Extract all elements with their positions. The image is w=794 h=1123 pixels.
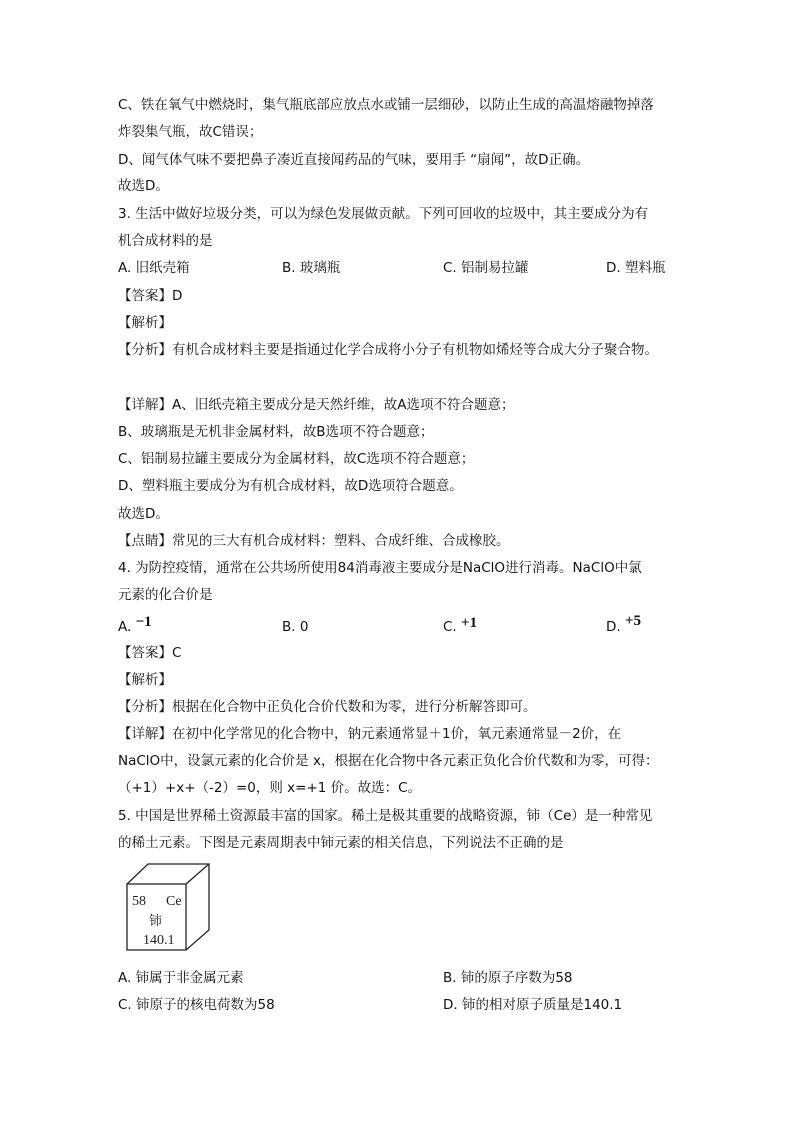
q4-fenxi: 【分析】根据在化合物中正负化合价代数和为零，进行分析解答即可。 (118, 699, 537, 715)
q3-fenxi: 【分析】有机合成材料主要是指通过化学合成将小分子有机物如烯烃等合成大分子聚合物。 (118, 342, 658, 358)
q4-option-a: A. −1 (118, 614, 152, 635)
q4-detail: （+1）+x+（-2）=0，则 x=+1 价。故选：C。 (118, 780, 422, 796)
element-name: 铈 (149, 914, 163, 929)
q4-jiexi: 【解析】 (118, 672, 172, 688)
q3-option-d: D. 塑料瓶 (606, 260, 666, 276)
q3-detail: B、玻璃瓶是无机非金属材料，故B选项不符合题意； (118, 424, 434, 440)
question-5-stem: 的稀土元素。下图是元素周期表中铈元素的相关信息，下列说法不正确的是 (118, 835, 564, 851)
question-3-stem: 机合成材料的是 (118, 233, 213, 249)
q4-answer: 【答案】C (118, 645, 182, 661)
q5-option-b: B. 铈的原子序数为58 (443, 970, 573, 986)
q4-option-b: B. 0 (282, 619, 309, 635)
q3-jiexi: 【解析】 (118, 315, 172, 331)
q3-option-a: A. 旧纸壳箱 (118, 260, 190, 276)
text-line: 故选D。 (118, 178, 169, 194)
q3-choose: 故选D。 (118, 506, 169, 522)
q5-option-c: C. 铈原子的核电荷数为58 (118, 997, 275, 1013)
q5-option-a: A. 铈属于非金属元素 (118, 970, 244, 986)
q3-detail: C、铝制易拉罐主要成分为金属材料，故C选项不符合题意； (118, 451, 475, 467)
question-5-stem: 5. 中国是世界稀土资源最丰富的国家。稀土是极其重要的战略资源，铈（Ce）是一种常见 (118, 808, 653, 824)
q4-detail: 【详解】在初中化学常见的化合物中，钠元素通常显＋1价，氧元素通常显－2价，在 (118, 726, 622, 742)
text-line: D、闻气体气味不要把鼻子凑近直接闻药品的气味，要用手 “扇闻”，故D正确。 (118, 152, 590, 168)
q3-option-c: C. 铝制易拉罐 (443, 260, 529, 276)
q5-option-d: D. 铈的相对原子质量是140.1 (443, 997, 623, 1013)
atomic-number: 58 (132, 894, 146, 909)
q4-option-c: C. +1 (443, 615, 478, 635)
q4-detail: NaClO中，设氯元素的化合价是 x，根据在化合物中各元素正负化合价代数和为零，可得： (118, 753, 659, 769)
q4-option-d: D. +5 (606, 613, 642, 635)
question-3-stem: 3. 生活中做好垃圾分类，可以为绿色发展做贡献。下列可回收的垃圾中，其主要成分为有 (118, 206, 649, 222)
q3-option-b: B. 玻璃瓶 (282, 260, 341, 276)
question-4-stem: 元素的化合价是 (118, 587, 213, 603)
element-cell-figure (118, 862, 218, 962)
q3-answer: 【答案】D (118, 288, 183, 304)
q3-detail: 【详解】A、旧纸壳箱主要成分是天然纤维，故A选项不符合题意； (118, 397, 515, 413)
text-line: 炸裂集气瓶，故C错误； (118, 124, 263, 140)
text-line: C、铁在氧气中燃烧时，集气瓶底部应放点水或铺一层细砂，以防止生成的高温熔融物掉落 (118, 97, 654, 113)
atomic-mass: 140.1 (143, 933, 175, 948)
q3-dianjing: 【点睛】常见的三大有机合成材料：塑料、合成纤维、合成橡胶。 (118, 533, 510, 549)
q3-detail: D、塑料瓶主要成分为有机合成材料，故D选项符合题意。 (118, 478, 463, 494)
question-4-stem: 4. 为防控疫情，通常在公共场所使用84消毒液主要成分是NaClO进行消毒。NaClO中氯 (118, 560, 642, 576)
element-symbol: Ce (166, 894, 182, 909)
